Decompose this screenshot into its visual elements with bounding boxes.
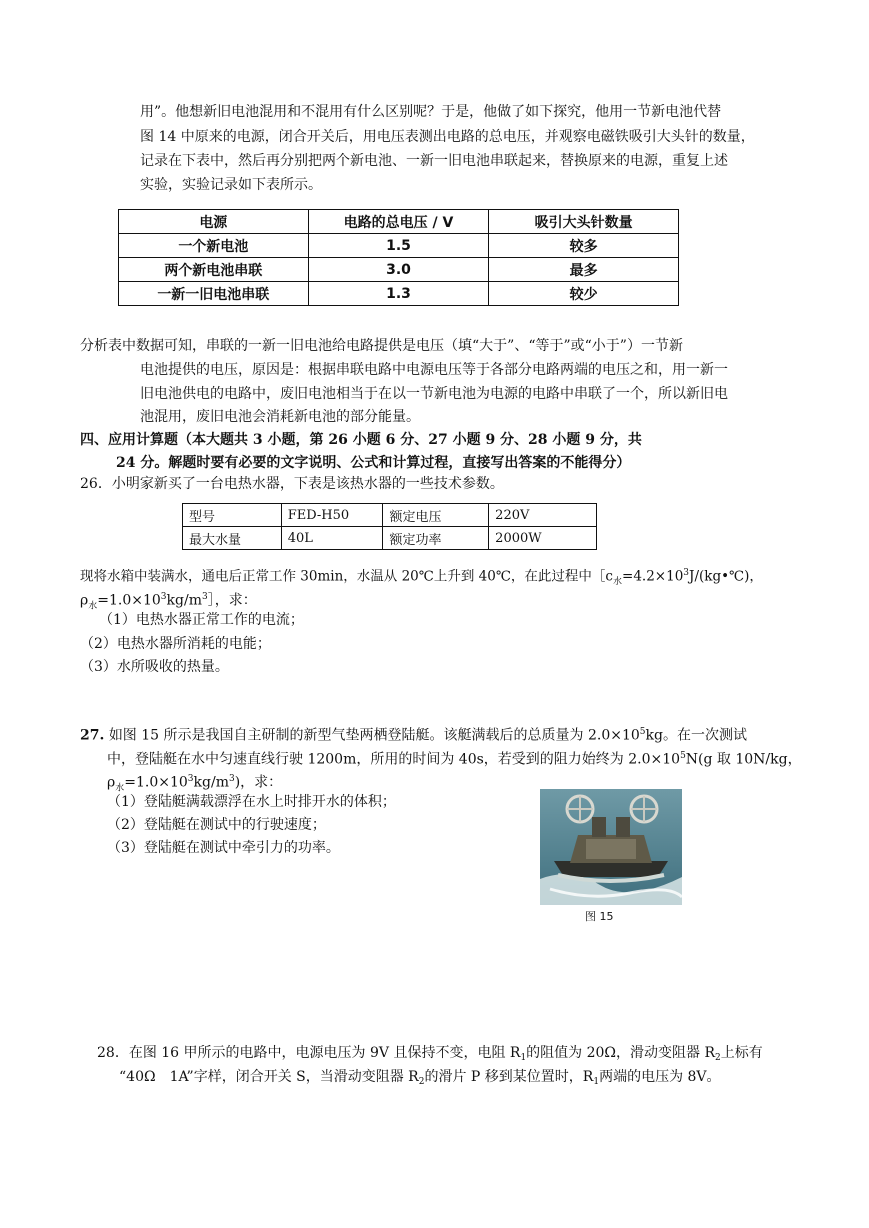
table-cell: 型号: [183, 504, 282, 527]
table-cell: 40L: [281, 527, 383, 550]
q27-line-1: 27. 如图 15 所示是我国自主研制的新型气垫两栖登陆艇。该艇满载后的总质量为 $2.0\times 10^5kg$。在一次测试: [80, 727, 747, 744]
analysis-line-4: 池混用，废旧电池会消耗新电池的部分能量。: [140, 409, 420, 425]
q27-part-3: （3）登陆艇在测试中牵引力的功率。: [107, 840, 340, 856]
hovercraft-illustration: [540, 789, 682, 905]
q26-part-3: （3）水所吸收的热量。: [80, 659, 229, 675]
table-cell: 2000W: [489, 527, 597, 550]
figure-caption: 图 15: [585, 910, 614, 923]
analysis-line-1: 分析表中数据可知，串联的一新一旧电池给电路提供是电压（填“大于”、“等于”或“小于”）一节新: [80, 338, 683, 354]
analysis-line-3: 旧电池供电的电路中，废旧电池相当于在以一节新电池为电源的电路中串联了一个，所以新旧电: [140, 386, 728, 402]
analysis-line-2: 电池提供的电压，原因是：根据串联电路中电源电压等于各部分电路两端的电压之和，用一新一: [140, 362, 728, 378]
q28-line-1: 28．在图 16 甲所示的电路中，电源电压为 9V 且保持不变，电阻 $R_1$的阻值为 20Ω，滑动变阻器 $R_2$上标有: [97, 1045, 763, 1063]
table-row: [119, 234, 679, 258]
q26-density: $\rho_水=1.0\times 10^3kg/m^3]$，求：: [80, 592, 257, 612]
table-cell: 额定电压: [383, 504, 489, 527]
q26-condition: 现将水箱中装满水，通电后正常工作 30min，水温从 20℃上升到 40℃，在此过程中$[c_水=4.2\times 10^3J/(kg•℃)$，: [80, 568, 763, 588]
table-cell: FED-H50: [281, 504, 383, 527]
table-cell: 最大水量: [183, 527, 282, 550]
table-cell: 两个新电池串联: [119, 258, 309, 282]
q26-part-1: （1）电热水器正常工作的电流；: [99, 612, 304, 628]
intro-line-1: 用”。他想新旧电池混用和不混用有什么区别呢？于是，他做了如下探究，他用一节新电池代替: [140, 104, 722, 120]
q26-part-2: （2）电热水器所消耗的电能；: [80, 636, 271, 652]
table-row: [119, 282, 679, 306]
table-cell: 最多: [489, 258, 679, 282]
q26-stem: 26．小明家新买了一台电热水器，下表是该热水器的一些技术参数。: [80, 476, 504, 492]
table-cell: 1.3: [308, 282, 489, 306]
hovercraft-photo: [540, 789, 682, 905]
heater-spec-table: [182, 503, 597, 550]
table-header-cell: 吸引大头针数量: [489, 210, 679, 234]
table-cell: 220V: [489, 504, 597, 527]
table-cell: 一个新电池: [119, 234, 309, 258]
intro-line-2: 图 14 中原来的电源，闭合开关后，用电压表测出电路的总电压，并观察电磁铁吸引大头针的数量，: [140, 129, 755, 145]
table-row: [183, 527, 597, 550]
q28-line-2: “40Ω 1A”字样，闭合开关 S，当滑动变阻器 $R_2$的滑片 P 移到某位置时，$R_1$两端的电压为 8V。: [119, 1069, 721, 1087]
table-cell: 3.0: [308, 258, 489, 282]
intro-line-3: 记录在下表中，然后再分别把两个新电池、一新一旧电池串联起来，替换原来的电源，重复上述: [140, 153, 728, 169]
section-heading-cont: 24 分。解题时要有必要的文字说明、公式和计算过程，直接写出答案的不能得分）: [116, 455, 631, 471]
section-heading: 四、应用计算题（本大题共 3 小题，第 26 小题 6 分、27 小题 9 分、28 小题 9 分，共: [80, 432, 642, 448]
q27-part-1: （1）登陆艇满载漂浮在水上时排开水的体积；: [107, 794, 396, 810]
q27-density: $\rho_水=1.0\times 10^3kg/m^3$)，求：: [107, 774, 283, 794]
table-header-cell: 电源: [119, 210, 309, 234]
table-row: [119, 258, 679, 282]
table-cell: 较多: [489, 234, 679, 258]
table-cell: 一新一旧电池串联: [119, 282, 309, 306]
q27-line-2: 中，登陆艇在水中匀速直线行驶 1200m，所用的时间为 40s，若受到的阻力始终为 $2.0\times 10^5N(g$ 取 10N/kg，: [107, 751, 802, 768]
table-header-row: [119, 210, 679, 234]
intro-line-4: 实验，实验记录如下表所示。: [140, 177, 322, 193]
table-header-cell: 电路的总电压 / V: [308, 210, 489, 234]
table-cell: 较少: [489, 282, 679, 306]
table-cell: 1.5: [308, 234, 489, 258]
battery-table: [118, 209, 679, 306]
table-cell: 额定功率: [383, 527, 489, 550]
q27-part-2: （2）登陆艇在测试中的行驶速度；: [107, 817, 326, 833]
table-row: [183, 504, 597, 527]
